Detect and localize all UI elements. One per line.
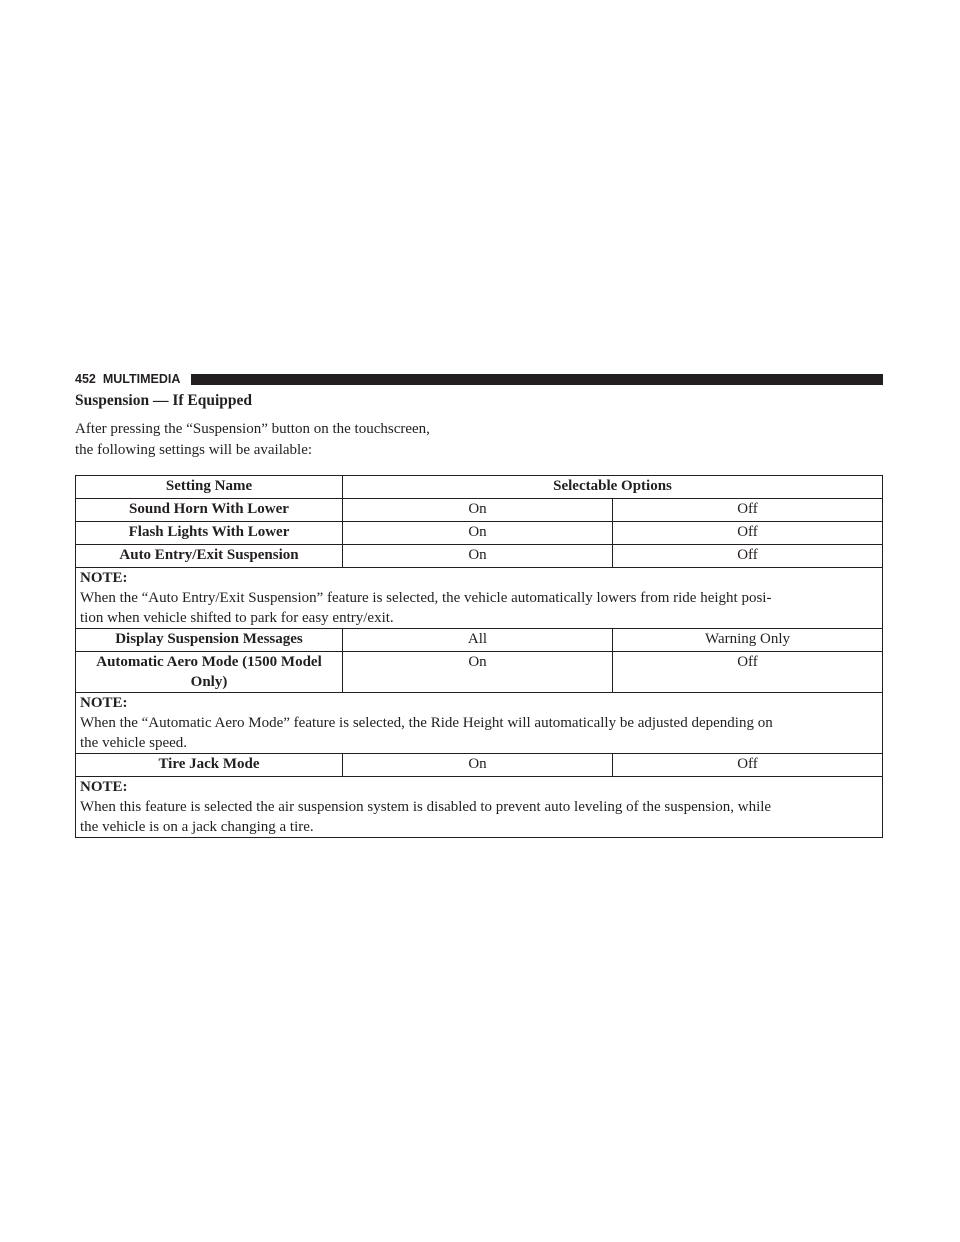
- table-row: [76, 522, 883, 545]
- note-label: NOTE:: [80, 570, 128, 586]
- header-rule: [191, 374, 883, 385]
- note-text: When the “Auto Entry/Exit Suspension” feature is selected, the vehicle automatically lowers from ride height posi-: [80, 590, 772, 606]
- option-cell: On: [343, 522, 613, 545]
- page-number: 452: [75, 372, 96, 386]
- note-row: [76, 777, 883, 838]
- setting-name-line: Only): [190, 674, 228, 690]
- setting-name-line: Automatic Aero Mode (1500 Model: [96, 654, 322, 670]
- setting-name: Sound Horn With Lower: [76, 499, 343, 522]
- note-label: NOTE:: [80, 779, 128, 795]
- setting-name: Flash Lights With Lower: [76, 522, 343, 545]
- note-cell: [76, 693, 883, 754]
- note-text: tion when vehicle shifted to park for easy entry/exit.: [80, 610, 394, 626]
- note-label: NOTE:: [80, 695, 128, 711]
- option-cell: On: [343, 499, 613, 522]
- settings-table: [75, 475, 883, 838]
- setting-name: [76, 652, 343, 693]
- table-row: [76, 545, 883, 568]
- column-header-selectable-options: Selectable Options: [343, 476, 883, 499]
- setting-name: Display Suspension Messages: [76, 629, 343, 652]
- option-cell: On: [343, 652, 613, 693]
- option-cell: Warning Only: [613, 629, 883, 652]
- intro-line: After pressing the “Suspension” button on the touchscreen,: [75, 421, 430, 437]
- section-heading: Suspension — If Equipped: [75, 392, 253, 409]
- note-cell: [76, 777, 883, 838]
- option-cell: On: [343, 545, 613, 568]
- column-header-setting-name: Setting Name: [76, 476, 343, 499]
- page-header: [75, 371, 883, 387]
- table-row: [76, 754, 883, 777]
- option-cell: On: [343, 754, 613, 777]
- section-title: MULTIMEDIA: [102, 372, 181, 386]
- intro-paragraph: [75, 419, 495, 461]
- option-cell: Off: [613, 522, 883, 545]
- option-cell: Off: [613, 545, 883, 568]
- table-row: [76, 629, 883, 652]
- note-text: When this feature is selected the air suspension system is disabled to prevent auto leveling of the suspension, while: [80, 799, 772, 815]
- note-text: the vehicle is on a jack changing a tire.: [80, 819, 314, 835]
- table-row: [76, 499, 883, 522]
- setting-name: Auto Entry/Exit Suspension: [76, 545, 343, 568]
- setting-name: Tire Jack Mode: [76, 754, 343, 777]
- note-cell: [76, 568, 883, 629]
- option-cell: Off: [613, 754, 883, 777]
- option-cell: Off: [613, 652, 883, 693]
- note-text: When the “Automatic Aero Mode” feature is selected, the Ride Height will automatically be adjusted depending on: [80, 715, 773, 731]
- note-row: [76, 693, 883, 754]
- intro-line: the following settings will be available:: [75, 442, 313, 458]
- option-cell: All: [343, 629, 613, 652]
- table-row: [76, 652, 883, 693]
- note-row: [76, 568, 883, 629]
- table-header-row: [76, 476, 883, 499]
- note-text: the vehicle speed.: [80, 735, 188, 751]
- option-cell: Off: [613, 499, 883, 522]
